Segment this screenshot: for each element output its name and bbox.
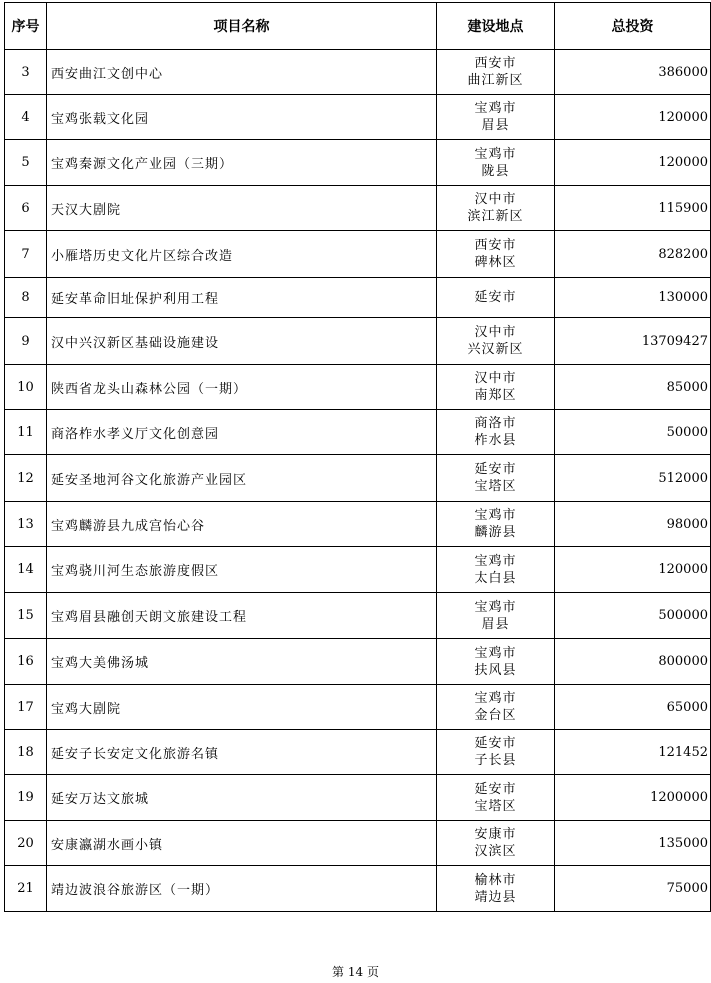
location-district: 扶风县 <box>474 662 517 678</box>
cell-name: 宝鸡眉县融创天朗文旅建设工程 <box>47 593 437 639</box>
investment-table <box>4 2 711 912</box>
location-city: 汉中市 <box>474 371 517 386</box>
location-district: 子长县 <box>474 753 517 768</box>
table-row <box>5 685 711 730</box>
location-city: 宝鸡市 <box>474 691 517 706</box>
cell-location <box>437 775 555 821</box>
cell-investment: 13709427 <box>555 318 711 365</box>
cell-name: 宝鸡大剧院 <box>47 685 437 730</box>
cell-no: 15 <box>5 593 47 639</box>
cell-location <box>437 95 555 140</box>
location-district: 金台区 <box>474 708 517 723</box>
cell-no: 12 <box>5 455 47 502</box>
page-footer: 第 14 页 <box>332 965 379 979</box>
cell-location <box>437 455 555 502</box>
cell-name: 宝鸡大美佛汤城 <box>47 639 437 685</box>
location-city: 西安市 <box>474 56 517 71</box>
cell-investment: 120000 <box>555 547 711 593</box>
cell-investment: 500000 <box>555 593 711 639</box>
cell-name: 西安曲江文创中心 <box>47 50 437 95</box>
cell-no: 11 <box>5 410 47 455</box>
table-row <box>5 278 711 318</box>
location-city: 延安市 <box>474 736 517 751</box>
location-city: 延安市 <box>474 290 517 305</box>
location-district: 宝塔区 <box>474 479 517 494</box>
cell-investment: 65000 <box>555 685 711 730</box>
location-city: 西安市 <box>474 238 517 253</box>
location-district: 碑林区 <box>474 255 517 270</box>
location-city: 汉中市 <box>474 192 517 207</box>
table-row <box>5 231 711 278</box>
header-row <box>5 3 711 50</box>
location-city: 宝鸡市 <box>474 599 517 615</box>
cell-name: 小雁塔历史文化片区综合改造 <box>47 231 437 278</box>
cell-no: 10 <box>5 365 47 410</box>
cell-location <box>437 186 555 231</box>
location-district: 宝塔区 <box>474 798 517 814</box>
cell-name: 宝鸡张载文化园 <box>47 95 437 140</box>
cell-no: 7 <box>5 231 47 278</box>
table-row <box>5 502 711 547</box>
cell-investment: 130000 <box>555 278 711 318</box>
cell-investment: 85000 <box>555 365 711 410</box>
table-row <box>5 365 711 410</box>
cell-location <box>437 593 555 639</box>
location-city: 汉中市 <box>474 325 517 340</box>
table-row <box>5 775 711 821</box>
location-city: 宝鸡市 <box>474 645 517 661</box>
location-district: 麟游县 <box>474 525 517 540</box>
cell-investment: 120000 <box>555 140 711 186</box>
location-district: 眉县 <box>481 118 510 133</box>
cell-name: 延安子长安定文化旅游名镇 <box>47 730 437 775</box>
location-city: 宝鸡市 <box>474 508 517 523</box>
cell-investment: 120000 <box>555 95 711 140</box>
cell-name: 天汉大剧院 <box>47 186 437 231</box>
table-row <box>5 95 711 140</box>
header-location: 建设地点 <box>437 3 555 50</box>
cell-no: 20 <box>5 821 47 866</box>
cell-investment: 135000 <box>555 821 711 866</box>
cell-location <box>437 685 555 730</box>
cell-location <box>437 730 555 775</box>
cell-name: 延安革命旧址保护利用工程 <box>47 278 437 318</box>
header-name: 项目名称 <box>47 3 437 50</box>
table-row <box>5 866 711 912</box>
table-row <box>5 547 711 593</box>
cell-name: 宝鸡麟游县九成宫怡心谷 <box>47 502 437 547</box>
cell-location <box>437 821 555 866</box>
location-city: 延安市 <box>474 462 517 477</box>
table-row <box>5 50 711 95</box>
cell-no: 6 <box>5 186 47 231</box>
cell-location <box>437 50 555 95</box>
cell-no: 21 <box>5 866 47 912</box>
header-no: 序号 <box>5 3 47 50</box>
table-row <box>5 140 711 186</box>
cell-location <box>437 547 555 593</box>
location-district: 汉滨区 <box>474 844 517 859</box>
cell-name: 安康瀛湖水画小镇 <box>47 821 437 866</box>
cell-location <box>437 278 555 318</box>
table-row <box>5 730 711 775</box>
cell-investment: 828200 <box>555 231 711 278</box>
location-district: 兴汉新区 <box>467 342 524 357</box>
location-district: 陇县 <box>481 163 510 179</box>
cell-investment: 115900 <box>555 186 711 231</box>
cell-no: 3 <box>5 50 47 95</box>
cell-name: 靖边波浪谷旅游区（一期） <box>47 866 437 912</box>
cell-no: 18 <box>5 730 47 775</box>
location-city: 延安市 <box>474 781 517 797</box>
cell-investment: 386000 <box>555 50 711 95</box>
cell-investment: 121452 <box>555 730 711 775</box>
cell-location <box>437 866 555 912</box>
location-district: 滨江新区 <box>467 209 524 224</box>
cell-location <box>437 231 555 278</box>
cell-location <box>437 410 555 455</box>
cell-no: 13 <box>5 502 47 547</box>
cell-name: 宝鸡骁川河生态旅游度假区 <box>47 547 437 593</box>
table-row <box>5 455 711 502</box>
cell-name: 延安万达文旅城 <box>47 775 437 821</box>
location-city: 商洛市 <box>474 416 517 431</box>
cell-investment: 98000 <box>555 502 711 547</box>
location-city: 宝鸡市 <box>474 101 517 116</box>
cell-name: 陕西省龙头山森林公园（一期） <box>47 365 437 410</box>
cell-location <box>437 318 555 365</box>
cell-investment: 75000 <box>555 866 711 912</box>
cell-investment: 50000 <box>555 410 711 455</box>
cell-no: 19 <box>5 775 47 821</box>
table-row <box>5 186 711 231</box>
cell-location <box>437 639 555 685</box>
cell-location <box>437 502 555 547</box>
cell-investment: 1200000 <box>555 775 711 821</box>
location-city: 宝鸡市 <box>474 553 517 569</box>
table-row <box>5 318 711 365</box>
location-district: 南郑区 <box>474 388 517 403</box>
cell-no: 9 <box>5 318 47 365</box>
cell-location <box>437 140 555 186</box>
location-district: 靖边县 <box>474 889 517 905</box>
cell-no: 4 <box>5 95 47 140</box>
cell-no: 17 <box>5 685 47 730</box>
location-district: 太白县 <box>474 570 517 586</box>
location-city: 榆林市 <box>474 872 517 888</box>
cell-no: 5 <box>5 140 47 186</box>
cell-no: 8 <box>5 278 47 318</box>
cell-no: 16 <box>5 639 47 685</box>
location-city: 宝鸡市 <box>474 146 517 162</box>
cell-investment: 800000 <box>555 639 711 685</box>
table-row <box>5 639 711 685</box>
cell-location <box>437 365 555 410</box>
cell-no: 14 <box>5 547 47 593</box>
location-city: 安康市 <box>474 827 517 842</box>
cell-name: 商洛柞水孝义厅文化创意园 <box>47 410 437 455</box>
table-row <box>5 410 711 455</box>
location-district: 柞水县 <box>474 433 517 448</box>
table-body <box>5 50 711 912</box>
table-row <box>5 593 711 639</box>
cell-investment: 512000 <box>555 455 711 502</box>
cell-name: 汉中兴汉新区基础设施建设 <box>47 318 437 365</box>
location-district: 眉县 <box>481 616 510 632</box>
cell-name: 宝鸡秦源文化产业园（三期） <box>47 140 437 186</box>
header-investment: 总投资 <box>555 3 711 50</box>
cell-name: 延安圣地河谷文化旅游产业园区 <box>47 455 437 502</box>
table-row <box>5 821 711 866</box>
location-district: 曲江新区 <box>467 73 524 88</box>
